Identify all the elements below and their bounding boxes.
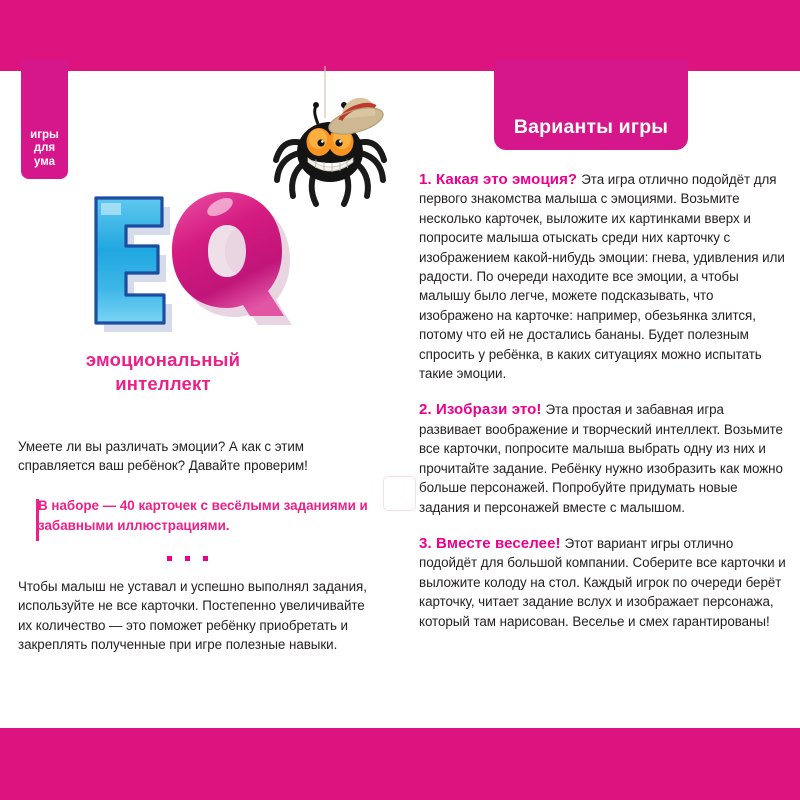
spider-hat [326, 94, 386, 139]
outro-paragraph: Чтобы малыш не уставал и успешно выполнял задания, используйте не все карточки. Постепенно увеличивайте их количество — это поможет ребёнку приобретать и закреплять полученные при игре полезные навыки. [18, 578, 367, 653]
left-text-column [18, 437, 378, 654]
set-contents-text: В наборе — 40 карточек с весёлыми заданиями и забавными иллюстрациями. [38, 497, 368, 533]
variant-1-body: Эта игра отлично подойдёт для первого знакомства малыша с эмоциями. Возьмите несколько карточек, выложите их картинками вверх и попросите малыша отыскать среди них карточку с изображением какой-нибудь эмоции: гнева, удивления или радости. По очереди находите все эмоции, а чтобы малышу было легче, можете подсказывать, что изображено на карточке: например, обезьянка злится, потому что ей не достались бананы. Будет полезным спросить у ребёнка, в каких ситуациях можно испытать такие эмоции. [419, 172, 785, 382]
right-text-column [419, 170, 787, 631]
game-variant-section [419, 534, 787, 631]
game-variants-title: Варианты игры [513, 116, 669, 138]
eq-subtitle-line-2: интеллект [115, 373, 211, 394]
spider-icon [268, 66, 398, 216]
tab-line-2: для [33, 142, 56, 154]
logo-letter-e [96, 198, 164, 323]
separator-dot [203, 556, 208, 561]
spider-svg [268, 66, 398, 216]
games-for-mind-tab [21, 60, 68, 179]
dot-separator [18, 556, 356, 561]
tab-line-3: ума [34, 155, 55, 168]
variant-3-body: Этот вариант игры отлично подойдёт для большой компании. Соберите все карточки и выложите колоду на стол. Каждый игрок по очереди берёт карточку, читает задание вслух и изображает персонажа, который там нарисован. Веселье и смех гарантированы! [419, 535, 786, 629]
tab-line-1: игры [30, 128, 59, 141]
separator-dot [185, 556, 190, 561]
game-variant-section [419, 170, 787, 383]
game-variants-header-badge [494, 60, 688, 150]
decorative-rounded-square [383, 476, 416, 511]
variant-1-heading: 1. Какая это эмоция? [419, 171, 578, 188]
game-variant-section [419, 400, 787, 516]
eq-subtitle [18, 348, 308, 396]
variant-2-body: Эта простая и забавная игра развивает воображение и творческий интеллект. Возьмите все карточки, попросите малыша выбрать одну из них и прочитайте задание. Ребёнку нужно изобразить как можно больше персонажей. Попробуйте придумать новые задания и персонажей вместе с малышом. [419, 402, 783, 515]
intro-paragraph: Умеете ли вы различать эмоции? А как с этим справляется ваш ребёнок? Давайте проверим! [18, 439, 308, 474]
set-contents-callout [18, 496, 378, 536]
variant-3-heading: 3. Вместе веселее! [419, 534, 561, 552]
eq-subtitle-line-1: эмоциональный [85, 349, 241, 370]
bottom-pink-band [0, 728, 800, 800]
variant-2-heading: 2. Изобрази это! [419, 401, 542, 419]
separator-dot [167, 556, 172, 561]
